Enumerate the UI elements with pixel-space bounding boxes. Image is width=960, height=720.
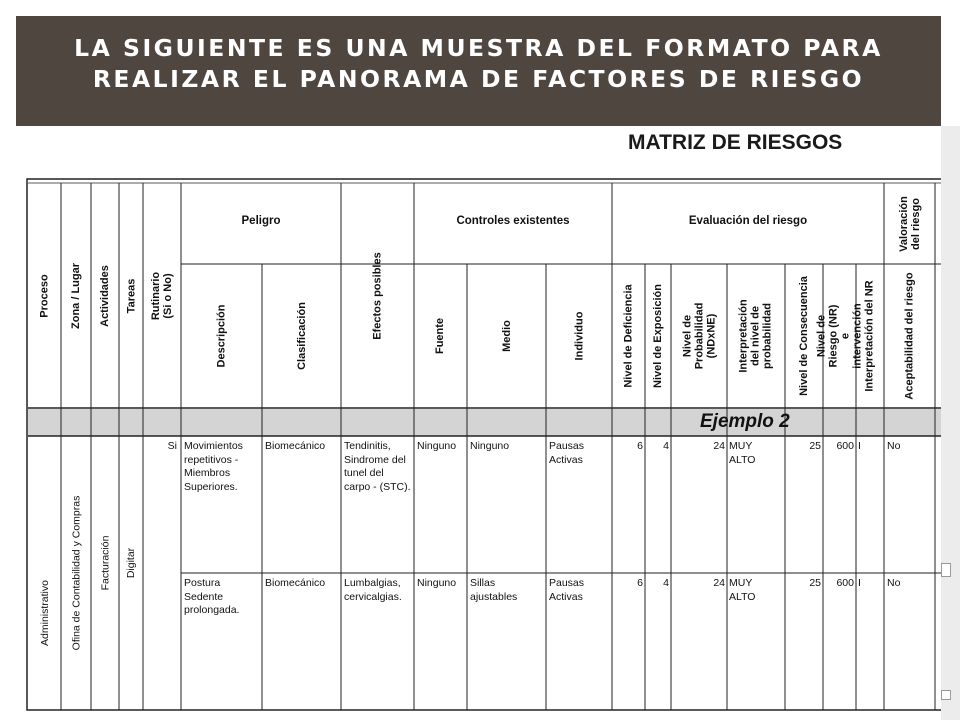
header-tareas: Tareas xyxy=(125,278,137,313)
header-controles: Controles existentes xyxy=(456,215,570,227)
banner-title: LA SIGUIENTE ES UNA MUESTRA DEL FORMATO PARA REALIZAR EL PANORAMA DE FACTORES DE RIESGO xyxy=(74,34,883,93)
header-evaluacion: Evaluación del riesgo xyxy=(688,215,808,227)
header-actividades: Actividades xyxy=(99,264,111,327)
header-clasificacion: Clasificación xyxy=(295,302,308,370)
cell-tarea: Digitar xyxy=(125,547,137,579)
cell-interp-np: MUY ALTO xyxy=(729,440,756,466)
cell-actividad: Facturación xyxy=(99,535,112,591)
example-label: Ejemplo 2 xyxy=(700,411,790,432)
cell-aceptabilidad: No xyxy=(887,577,901,589)
cell-aceptabilidad: No xyxy=(887,440,901,452)
cell-interp-nr: I xyxy=(858,577,861,589)
cell-descripcion: Movimientos repetitivos - Miembros Superiores. xyxy=(184,440,243,493)
cell-fuente: Ninguno xyxy=(417,440,457,452)
cell-proceso: Administrativo xyxy=(38,580,51,646)
header-medio: Medio xyxy=(500,320,513,352)
cell-nr: 600 xyxy=(836,577,854,589)
header-aceptabilidad: Aceptabilidad del riesgo xyxy=(903,272,916,400)
cell-individuo: Pausas Activas xyxy=(549,440,585,466)
header-nivel-deficiencia: Nivel de Deficiencia xyxy=(622,284,635,388)
header-fuente: Fuente xyxy=(434,317,447,355)
scroll-thumb[interactable] xyxy=(941,563,951,577)
cell-nr: 600 xyxy=(836,440,854,452)
cell-clasificacion: Biomecánico xyxy=(265,440,326,452)
cell-efectos: Tendinitis, Sindrome del tunel del carpo - (STC). xyxy=(344,440,411,493)
header-descripcion: Descripción xyxy=(215,304,228,368)
cell-interp-np: MUY ALTO xyxy=(729,577,756,603)
header-zona: Zona / Lugar xyxy=(70,262,82,329)
cell-ne: 4 xyxy=(663,440,669,452)
header-nivel-consecuencia: Nivel de Consecuencia xyxy=(798,276,811,396)
header-nivel-probabilidad: Nivel de Probabilidad (NDxNE) xyxy=(681,302,718,370)
header-valoracion: Valoración del riesgo xyxy=(897,195,922,252)
header-individuo: Individuo xyxy=(572,311,585,361)
cell-np: 24 xyxy=(713,577,725,589)
cell-nd: 6 xyxy=(637,577,643,589)
header-nivel-riesgo: Nivel de Riesgo (NR) e intervención xyxy=(815,303,864,369)
cell-nc: 25 xyxy=(809,577,821,589)
matrix-title: MATRIZ DE RIESGOS xyxy=(628,131,843,154)
header-peligro: Peligro xyxy=(241,215,281,227)
cell-ne: 4 xyxy=(663,577,669,589)
header-interpretacion-probabilidad: Interpretación del nivel de probabilidad xyxy=(738,299,775,373)
example-band xyxy=(28,409,941,436)
cell-nd: 6 xyxy=(637,440,643,452)
cell-medio: Sillas ajustables xyxy=(470,577,518,603)
cell-nc: 25 xyxy=(809,440,821,452)
header-efectos: Efectos posibles xyxy=(371,251,384,340)
header-interpretacion-nr: Interpretación del NR xyxy=(864,280,876,392)
cell-medio: Ninguno xyxy=(470,440,510,452)
header-rutinario: Rutinario (Si o No) xyxy=(150,271,174,320)
header-nivel-exposicion: Nivel de Exposición xyxy=(652,284,665,388)
cell-np: 24 xyxy=(713,440,725,452)
cell-fuente: Ninguno xyxy=(417,577,457,589)
cell-descripcion: Postura Sedente prolongada. xyxy=(184,577,240,616)
scroll-marker[interactable] xyxy=(941,690,951,700)
cell-individuo: Pausas Activas xyxy=(549,577,585,603)
cell-efectos: Lumbalgias, cervicalgias. xyxy=(344,577,402,603)
cell-interp-nr: I xyxy=(858,440,861,452)
header-proceso: Proceso xyxy=(38,273,51,318)
cell-zona: Ofina de Contabilidad y Compras xyxy=(70,495,83,651)
scroll-strip[interactable] xyxy=(941,126,960,720)
cell-rutinario: Si xyxy=(167,440,177,452)
cell-clasificacion: Biomecánico xyxy=(265,577,326,589)
